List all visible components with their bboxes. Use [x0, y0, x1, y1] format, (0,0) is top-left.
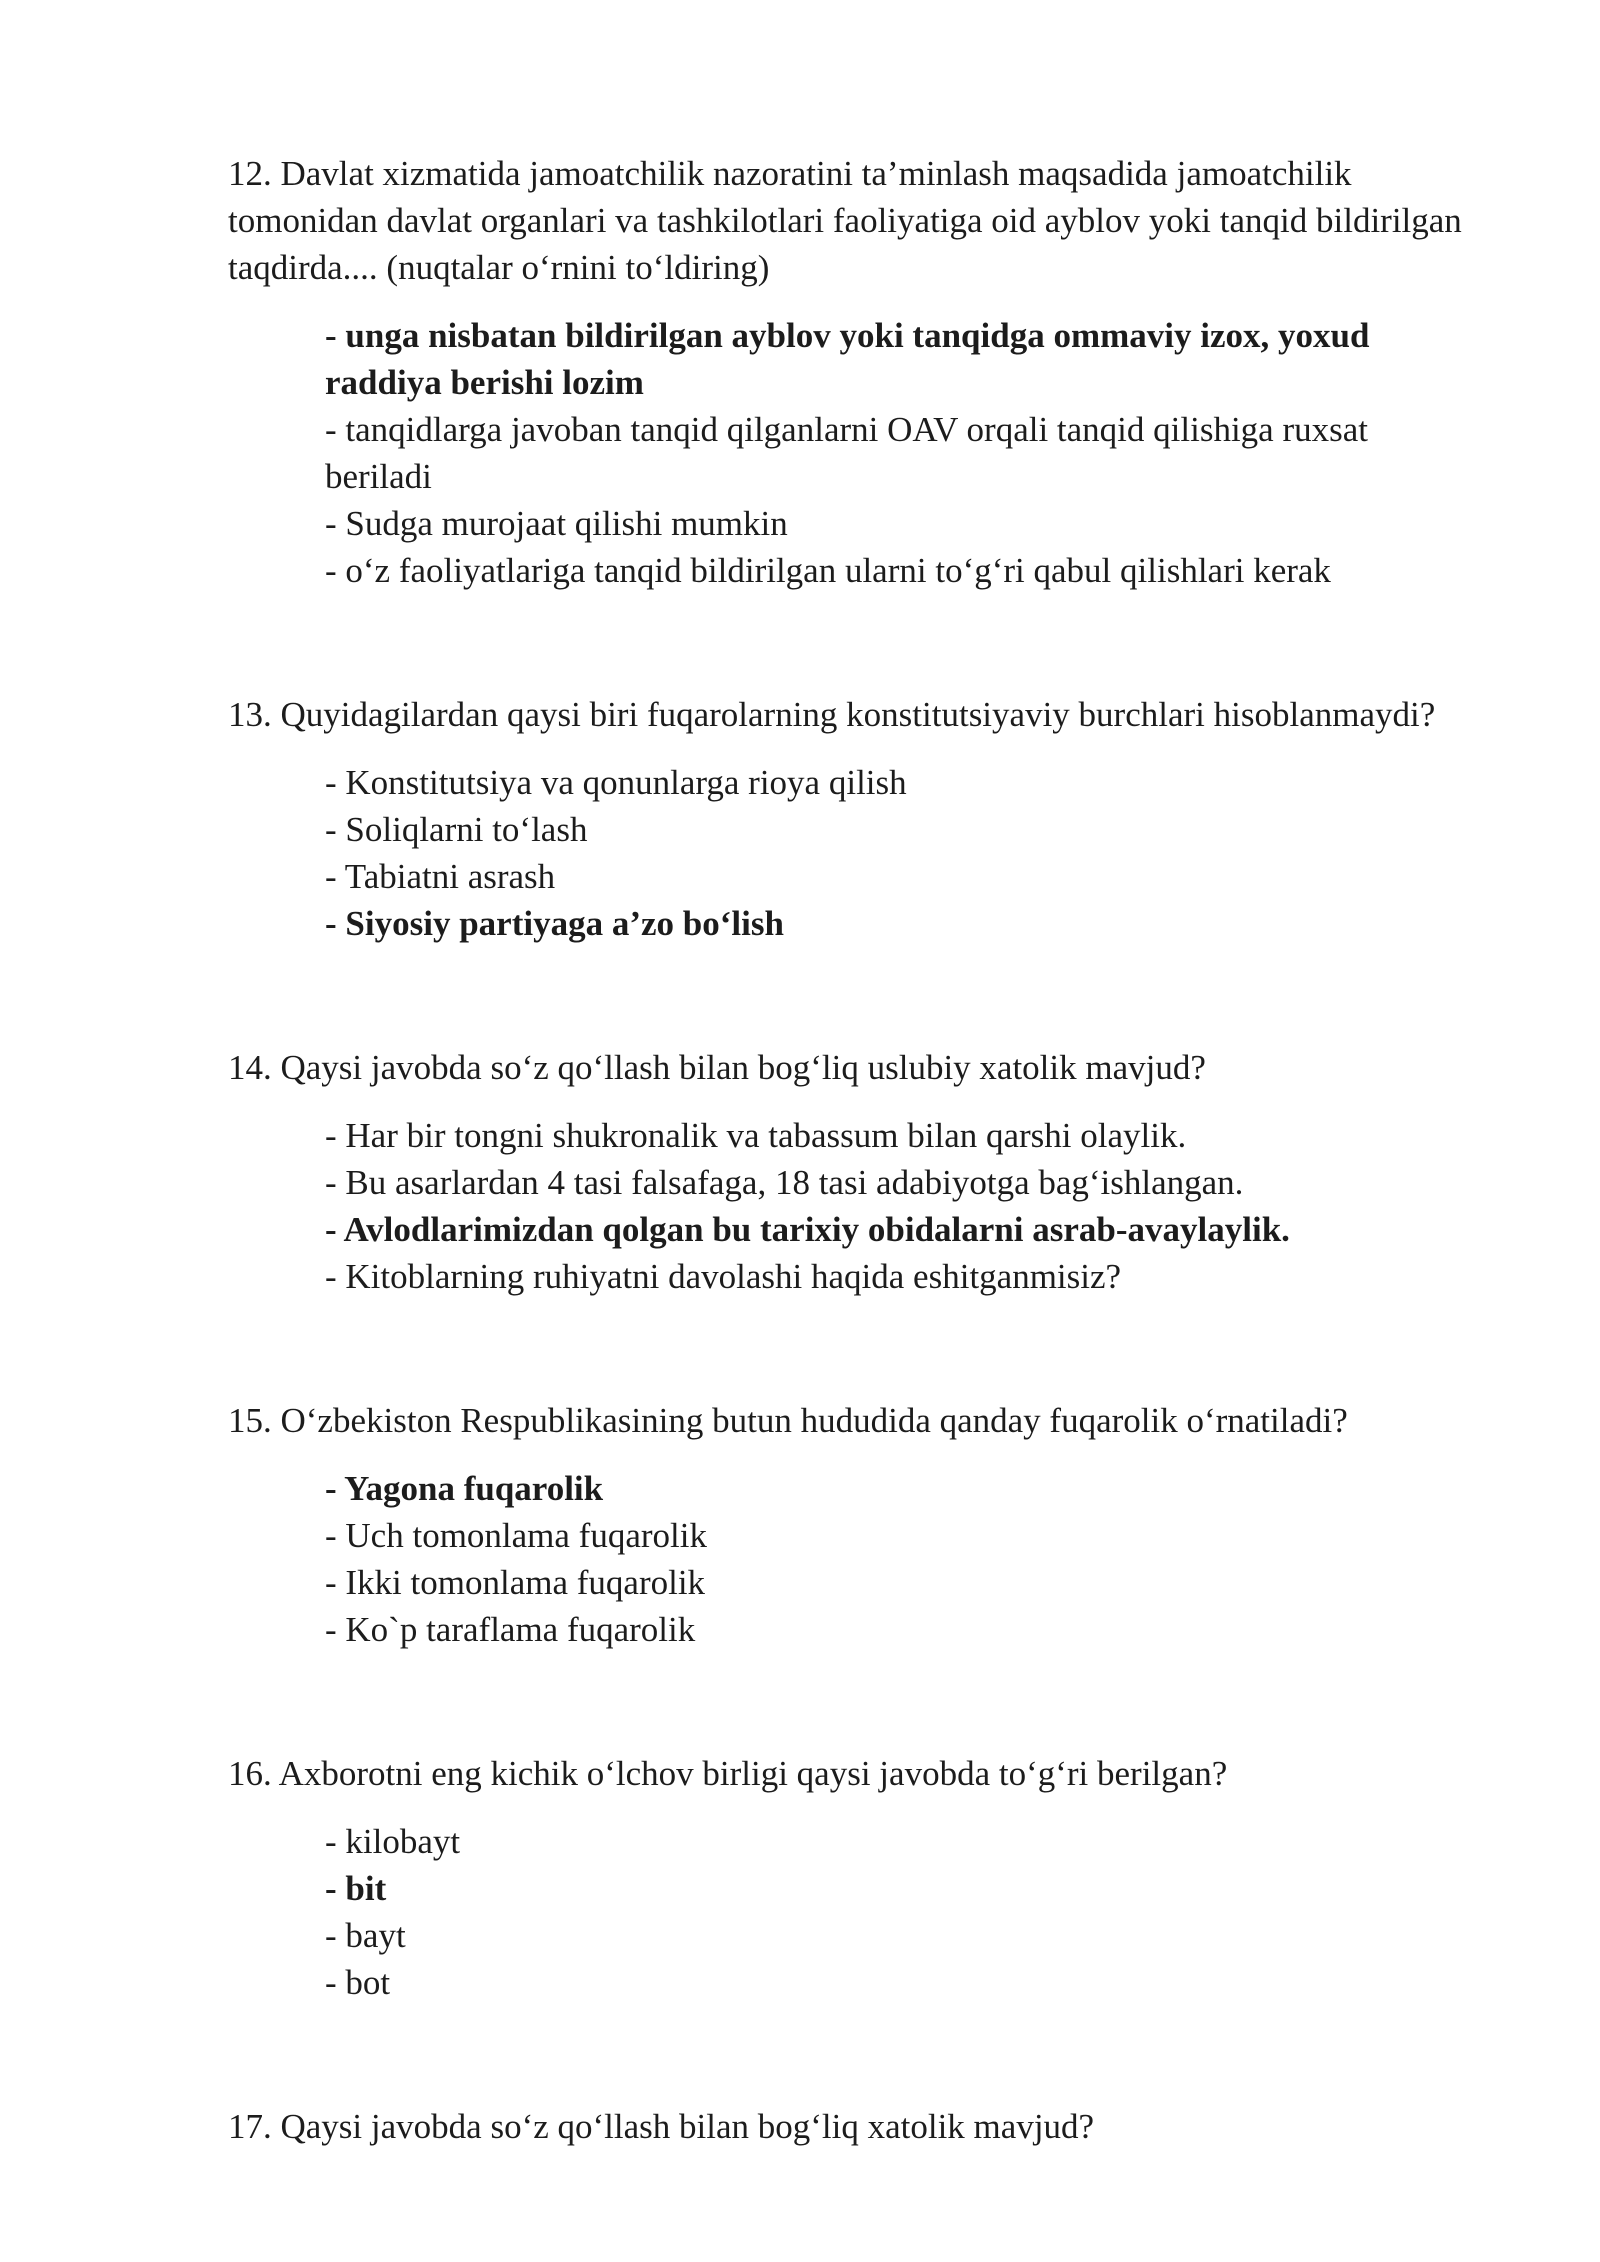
answer-option: - Ko`p taraflama fuqarolik	[325, 1610, 696, 1649]
question-text: 13. Quyidagilardan qaysi biri fuqarolarning konstitutsiyaviy burchlari hisoblanmaydi?	[228, 695, 1436, 734]
answer-option-correct: - Yagona fuqarolik	[325, 1469, 604, 1508]
answer-options	[228, 759, 1478, 947]
answer-option: - Kitoblarning ruhiyatni davolashi haqida eshitganmisiz?	[325, 1257, 1122, 1296]
answer-option: - Ikki tomonlama fuqarolik	[325, 1563, 706, 1602]
answer-option: - Soliqlarni to‘lash	[325, 810, 588, 849]
answer-option: - Bu asarlardan 4 tasi falsafaga, 18 tasi adabiyotga bag‘ishlangan.	[325, 1163, 1244, 1202]
answer-option-correct: - Siyosiy partiyaga a’zo bo‘lish	[325, 904, 784, 943]
answer-option: - Sudga murojaat qilishi mumkin	[325, 504, 788, 543]
answer-options	[228, 1818, 1478, 2006]
answer-option: - bot	[325, 1963, 391, 2002]
answer-option: - kilobayt	[325, 1822, 461, 1861]
question-12	[228, 150, 1478, 594]
question-text: 14. Qaysi javobda so‘z qo‘llash bilan bog‘liq uslubiy xatolik mavjud?	[228, 1048, 1206, 1087]
answer-options	[228, 1112, 1478, 1300]
question-text: 15. O‘zbekiston Respublikasining butun hududida qanday fuqarolik o‘rnatiladi?	[228, 1401, 1348, 1440]
question-text: 12. Davlat xizmatida jamoatchilik nazoratini ta’minlash maqsadida jamoatchilik tomonidan davlat organlari va tashkilotlari faoliyatiga oid ayblov yoki tanqid bildirilgan taqdirda.... (nuqtalar o‘rnini to‘ldiring)	[228, 154, 1462, 287]
answer-option: - tanqidlarga javoban tanqid qilganlarni OAV orqali tanqid qilishiga ruxsat beriladi	[325, 410, 1368, 496]
answer-option-correct: - Avlodlarimizdan qolgan bu tarixiy obidalarni asrab-avaylaylik.	[325, 1210, 1290, 1249]
question-14	[228, 1044, 1478, 1300]
question-text: 16. Axborotni eng kichik o‘lchov birligi qaysi javobda to‘g‘ri berilgan?	[228, 1754, 1228, 1793]
answer-option: - bayt	[325, 1916, 406, 1955]
question-15	[228, 1397, 1478, 1653]
question-13	[228, 691, 1478, 947]
answer-options	[228, 312, 1478, 594]
answer-option: - o‘z faoliyatlariga tanqid bildirilgan ularni to‘g‘ri qabul qilishlari kerak	[325, 551, 1331, 590]
question-text: 17. Qaysi javobda so‘z qo‘llash bilan bog‘liq xatolik mavjud?	[228, 2107, 1095, 2146]
answer-options	[228, 1465, 1478, 1653]
answer-option: - Tabiatni asrash	[325, 857, 556, 896]
answer-option: - Uch tomonlama fuqarolik	[325, 1516, 707, 1555]
answer-option-correct: - bit	[325, 1869, 387, 1908]
answer-option-correct: - unga nisbatan bildirilgan ayblov yoki tanqidga ommaviy izox, yoxud raddiya berishi lozim	[325, 316, 1370, 402]
question-16	[228, 1750, 1478, 2006]
question-17	[228, 2103, 1478, 2150]
document-page	[228, 150, 1478, 2247]
answer-option: - Har bir tongni shukronalik va tabassum bilan qarshi olaylik.	[325, 1116, 1187, 1155]
answer-option: - Konstitutsiya va qonunlarga rioya qilish	[325, 763, 907, 802]
